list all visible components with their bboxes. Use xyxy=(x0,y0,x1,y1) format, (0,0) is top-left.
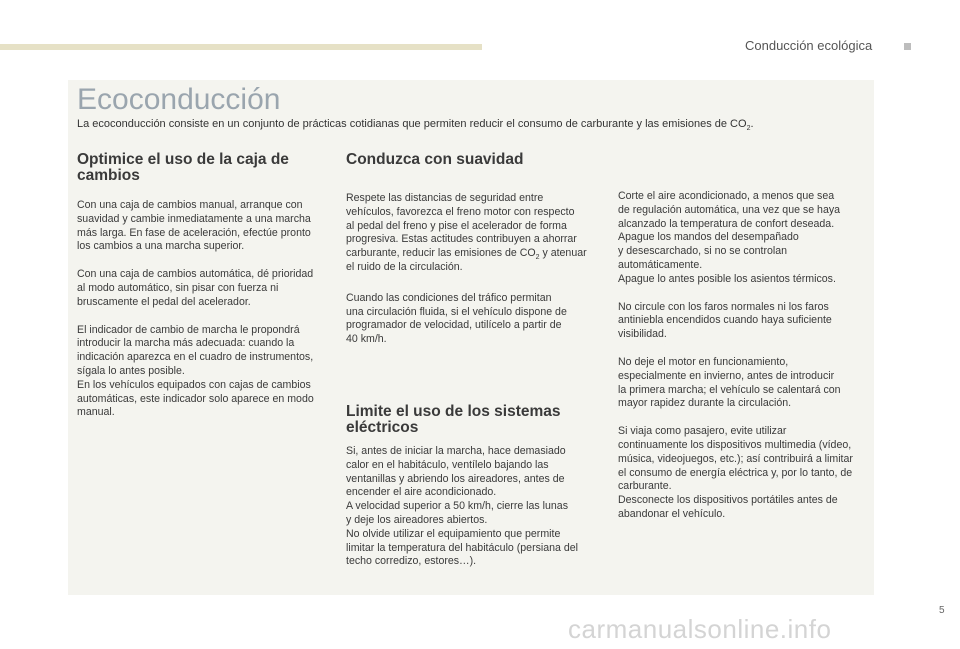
text-line: techo corredizo, estores…). xyxy=(346,555,477,568)
co2-subscript: 2 xyxy=(535,254,540,262)
text-line: automáticamente. xyxy=(618,258,703,271)
gearbox-heading-line: cambios xyxy=(77,167,140,184)
right-paragraph-ac xyxy=(618,190,866,287)
text-line: especialmente en invierno, antes de introducir xyxy=(618,369,835,382)
text-line: automáticas, este indicador solo aparece en modo xyxy=(77,392,314,405)
text-line: introducir la marcha más adecuada: cuando la xyxy=(77,337,295,350)
text-line: No circule con los faros normales ni los faros xyxy=(618,300,829,313)
watermark: carmanualsonline.info xyxy=(568,614,832,644)
text-line: y atenuar xyxy=(539,247,587,260)
text-line: No olvide utilizar el equipamiento que permite xyxy=(346,527,561,540)
text-line: Apague lo antes posible los asientos térmicos. xyxy=(618,272,836,285)
text-line: suavidad y cambie inmediatamente a una marcha xyxy=(77,212,311,225)
text-line: antiniebla encendidos cuando haya suficiente xyxy=(618,314,832,327)
text-line: sígala lo antes posible. xyxy=(77,364,185,377)
electrical-heading-line: eléctricos xyxy=(346,419,419,436)
text-line: vehículos, favorezca el freno motor con respecto xyxy=(346,205,575,218)
text-line: Si, antes de iniciar la marcha, hace demasiado xyxy=(346,445,566,457)
top-decorative-rule xyxy=(0,44,482,50)
text-line: El indicador de cambio de marcha le propondrá xyxy=(77,323,300,336)
text-line: abandonar el vehículo. xyxy=(618,507,726,520)
gearbox-paragraph-manual xyxy=(77,199,332,254)
smooth-driving-heading: Conduzca con suavidad xyxy=(346,151,524,168)
gearbox-paragraph-indicator xyxy=(77,324,332,421)
text-line: Con una caja de cambios manual, arranque con xyxy=(77,199,303,211)
page-number: 5 xyxy=(939,605,945,616)
text-line: carburante. xyxy=(618,480,672,493)
text-line: mayor rapidez durante la circulación. xyxy=(618,397,792,410)
intro-paragraph xyxy=(77,117,867,131)
intro-text: La ecoconducción consiste en un conjunto de prácticas cotidianas que permiten reducir el consumo de carburante y las emisiones de CO xyxy=(77,118,747,130)
intro-co2-subscript: 2 xyxy=(746,125,751,133)
text-line: y deje los aireadores abiertos. xyxy=(346,513,488,526)
text-line: Desconecte los dispositivos portátiles antes de xyxy=(618,494,838,507)
text-line: la primera marcha; el vehículo se calentará con xyxy=(618,383,841,396)
text-line: al pedal del freno y pise el acelerador de forma xyxy=(346,219,567,232)
text-line: y desescarchado, si no se controlan xyxy=(618,245,788,258)
text-line: visibilidad. xyxy=(618,328,667,341)
text-line: En los vehículos equipados con cajas de cambios xyxy=(77,378,311,391)
text-line: más larga. En fase de aceleración, efectúe pronto xyxy=(77,226,311,239)
text-line: el consumo de energía eléctrica y, por lo tanto, de xyxy=(618,466,853,479)
text-line: Apague los mandos del desempañado xyxy=(618,231,799,244)
text-line: programador de velocidad, utilícelo a partir de xyxy=(346,319,562,332)
text-line: el ruido de la circulación. xyxy=(346,260,463,273)
text-line: de regulación automática, una vez que se haya xyxy=(618,203,841,216)
page-title: Ecoconducción xyxy=(77,83,281,116)
smooth-driving-section xyxy=(346,152,606,347)
text-line: alcanzado la temperatura de confort deseada. xyxy=(618,217,835,230)
text-line: ventanillas y abriendo los aireadores, antes de xyxy=(346,472,565,485)
text-line: una circulación fluida, si el vehículo dispone de xyxy=(346,305,567,318)
electrical-heading-line: Limite el uso de los sistemas xyxy=(346,403,561,420)
text-line: No deje el motor en funcionamiento, xyxy=(618,355,789,368)
gearbox-heading xyxy=(77,152,332,184)
right-paragraph-lights xyxy=(618,301,866,342)
electrical-section xyxy=(346,404,606,569)
section-marker xyxy=(904,43,911,50)
smooth-paragraph-cruise xyxy=(346,292,606,347)
text-line: bruscamente el pedal del acelerador. xyxy=(77,295,251,308)
right-paragraph-engine xyxy=(618,356,866,411)
text-line: continuamente los dispositivos multimedia (vídeo, xyxy=(618,438,852,451)
text-line: 40 km/h. xyxy=(346,333,387,346)
text-line: indicación aparezca en el cuadro de instrumentos, xyxy=(77,351,314,364)
gearbox-section xyxy=(77,152,332,420)
text-line: limitar la temperatura del habitáculo (persiana del xyxy=(346,541,579,554)
text-line: Si viaja como pasajero, evite utilizar xyxy=(618,425,787,438)
text-line: Corte el aire acondicionado, a menos que sea xyxy=(618,190,835,202)
text-line: Cuando las condiciones del tráfico permitan xyxy=(346,291,552,304)
electrical-paragraph xyxy=(346,445,606,569)
text-line: música, videojuegos, etc.); así contribuirá a limitar xyxy=(618,452,853,465)
text-line: Respete las distancias de seguridad entre xyxy=(346,192,544,204)
text-line: manual. xyxy=(77,406,115,419)
text-line: A velocidad superior a 50 km/h, cierre las lunas xyxy=(346,500,568,513)
text-line: calor en el habitáculo, ventílelo bajando las xyxy=(346,458,549,471)
text-line: encender el aire acondicionado. xyxy=(346,486,497,499)
gearbox-heading-line: Optimice el uso de la caja de xyxy=(77,151,289,168)
section-title: Conducción ecológica xyxy=(745,38,873,53)
text-line: progresiva. Estas actitudes contribuyen a ahorrar xyxy=(346,233,577,246)
text-line: carburante, reducir las emisiones de CO xyxy=(346,247,536,260)
intro-end: . xyxy=(750,118,754,130)
gearbox-paragraph-automatic xyxy=(77,268,332,309)
text-line: al modo automático, sin pisar con fuerza ni xyxy=(77,281,279,294)
text-line: Con una caja de cambios automática, dé prioridad xyxy=(77,268,314,281)
text-line: los cambios a una marcha superior. xyxy=(77,240,245,253)
electrical-heading xyxy=(346,404,606,436)
smooth-paragraph-distances xyxy=(346,192,606,275)
right-paragraph-devices xyxy=(618,425,866,522)
right-column xyxy=(618,190,866,522)
